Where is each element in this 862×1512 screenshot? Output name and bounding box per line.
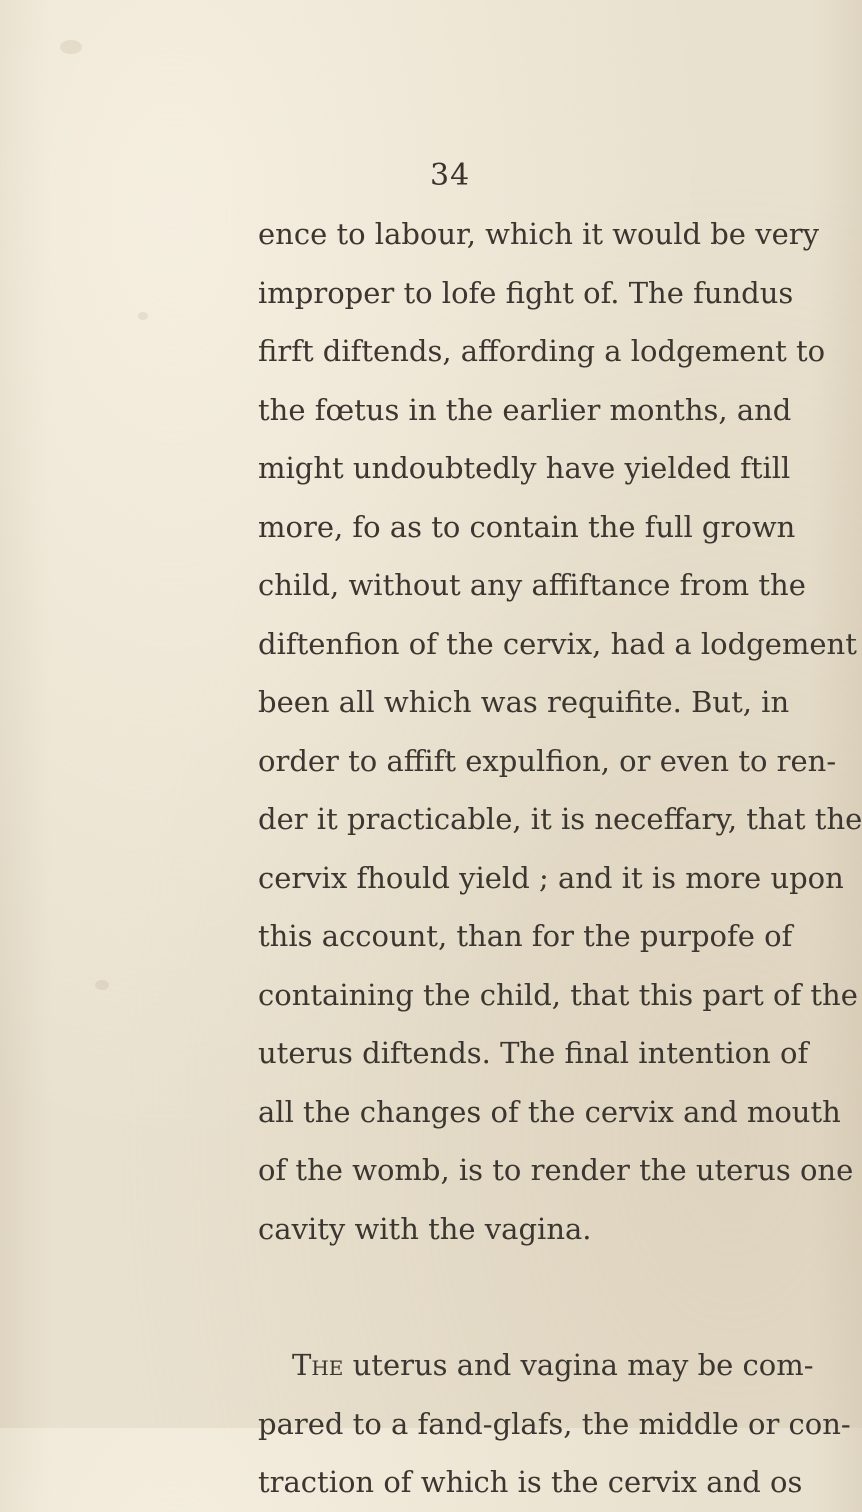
- text-line: cervix fhould yield ; and it is more upon: [258, 860, 844, 895]
- small-caps-lead: The: [292, 1348, 344, 1382]
- paragraph-1: [258, 205, 862, 1258]
- text-line: uterus diftends. The final intention of: [258, 1036, 809, 1070]
- text-line: child, without any affiftance from the: [258, 568, 806, 602]
- body-text: [258, 205, 862, 1512]
- text-line: been all which was requifite. But, in: [258, 685, 790, 719]
- text-line: containing the child, that this part of the: [258, 977, 858, 1012]
- paragraph-gap: [258, 1258, 740, 1336]
- text-line: traction of which is the cervix and os: [258, 1465, 803, 1499]
- text-line: ence to labour, which it would be very: [258, 217, 819, 251]
- text-line: all the changes of the cervix and mouth: [258, 1094, 841, 1129]
- paper-stain: [60, 40, 82, 54]
- text-line-first: [258, 1336, 814, 1395]
- text-line: diftenfion of the cervix, had a lodgement: [258, 626, 857, 661]
- paper-stain: [95, 980, 109, 990]
- text-line: improper to lofe fight of. The fundus: [258, 275, 794, 310]
- text-line: pared to a fand-glafs, the middle or con-: [258, 1406, 851, 1441]
- text-line: der it practicable, it is neceffary, that the: [258, 802, 862, 836]
- text-line: firft diftends, affording a lodgement to: [258, 334, 826, 368]
- paper-stain: [138, 312, 148, 320]
- text-line: might undoubtedly have yielded ftill: [258, 451, 791, 485]
- page-number: 34: [430, 158, 471, 193]
- text-line: this account, than for the purpofe of: [258, 919, 793, 953]
- text-line: cavity with the vagina.: [258, 1211, 592, 1246]
- text-line: more, fo as to contain the full grown: [258, 509, 796, 544]
- text-line: of the womb, is to render the uterus one: [258, 1153, 854, 1187]
- first-line-rest: uterus and vagina may be com-: [343, 1348, 814, 1382]
- text-line: the fœtus in the earlier months, and: [258, 392, 792, 427]
- paragraph-2: [258, 1336, 851, 1512]
- text-line: order to affift expulfion, or even to ren-: [258, 743, 837, 778]
